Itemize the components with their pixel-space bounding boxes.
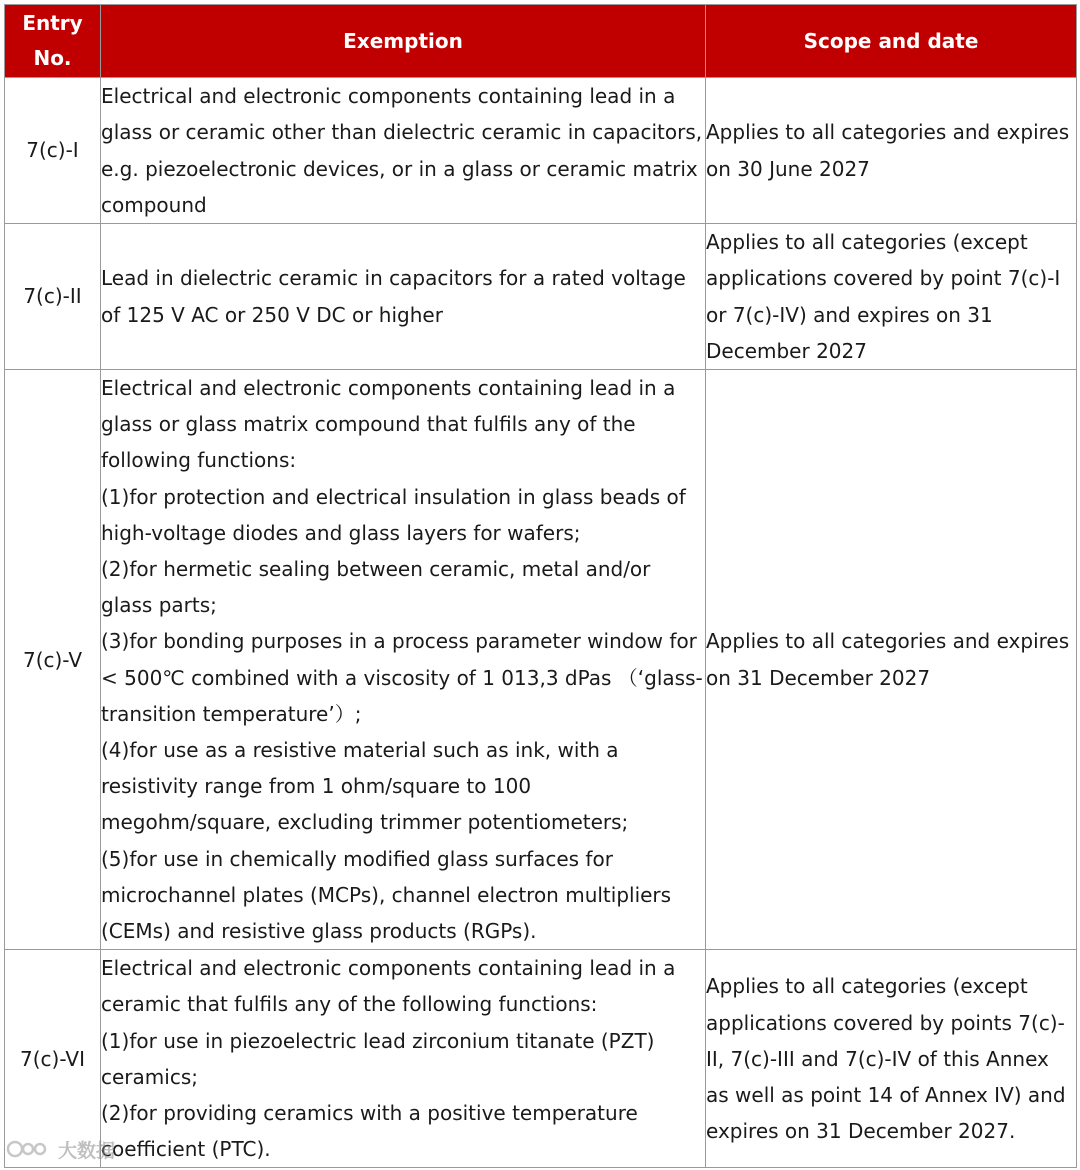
exemption-function-1: (1)for use in piezoelectric lead zirconium titanate (PZT) ceramics; [101, 1028, 655, 1089]
exemption-cell [101, 370, 706, 950]
exemption-function-2: (2)for hermetic sealing between ceramic, metal and/or glass parts; [101, 557, 651, 618]
exemption-function-2: (2)for providing ceramics with a positive temperature coefficient (PTC). [101, 1101, 638, 1162]
exemptions-table [4, 4, 1077, 1168]
scope-cell: Applies to all categories (except applications covered by points 7(c)-II, 7(c)-III and 7(c)-IV of this Annex as well as point 14 of Annex IV) and expires on 31 December 2027. [706, 950, 1077, 1168]
entry-cell: 7(c)-V [5, 370, 101, 950]
exemption-function-4: (4)for use as a resistive material such as ink, with a resistivity range from 1 ohm/square to 100 megohm/square, excluding trimmer potentiometers; [101, 738, 629, 835]
entry-cell: 7(c)-II [5, 224, 101, 370]
exemption-text: Lead in dielectric ceramic in capacitors for a rated voltage of 125 V AC or 250 V DC or higher [101, 266, 686, 327]
scope-cell: Applies to all categories and expires on 31 December 2027 [706, 370, 1077, 950]
header-exemption: Exemption [101, 5, 706, 78]
exemption-text: Electrical and electronic components containing lead in a glass or ceramic other than dielectric ceramic in capacitors, e.g. piezoelectronic devices, or in a glass or ceramic matrix compound [101, 84, 703, 217]
exemption-intro: Electrical and electronic components containing lead in a ceramic that fulfils any of the following functions: [101, 956, 676, 1017]
exemption-intro: Electrical and electronic components containing lead in a glass or glass matrix compound that fulfils any of the following functions: [101, 376, 676, 473]
exemption-function-3: (3)for bonding purposes in a process parameter window for < 500℃ combined with a viscosity of 1 013,3 dPas （‘glass-transition temperature’）; [101, 629, 703, 726]
exemption-function-1: (1)for protection and electrical insulation in glass beads of high-voltage diodes and glass layers for wafers; [101, 484, 686, 545]
header-entry-no: Entry No. [5, 5, 101, 78]
entry-cell: 7(c)-VI [5, 950, 101, 1168]
header-row [5, 5, 1077, 78]
entry-cell: 7(c)-I [5, 78, 101, 224]
table-row [5, 224, 1077, 370]
table-row [5, 950, 1077, 1168]
exemption-cell [101, 78, 706, 224]
exemption-cell [101, 224, 706, 370]
table-row [5, 370, 1077, 950]
watermark-logo-icon [6, 1137, 52, 1161]
table-row [5, 78, 1077, 224]
watermark [6, 1134, 115, 1164]
scope-cell: Applies to all categories (except applications covered by point 7(c)-I or 7(c)-IV) and expires on 31 December 2027 [706, 224, 1077, 370]
exemption-function-5: (5)for use in chemically modified glass surfaces for microchannel plates (MCPs), channel electron multipliers (CEMs) and resistive glass products (RGPs). [101, 846, 672, 944]
header-scope-and-date: Scope and date [706, 5, 1077, 78]
watermark-text: 大数据 [58, 1139, 116, 1162]
exemption-cell [101, 950, 706, 1168]
scope-cell: Applies to all categories and expires on 30 June 2027 [706, 78, 1077, 224]
